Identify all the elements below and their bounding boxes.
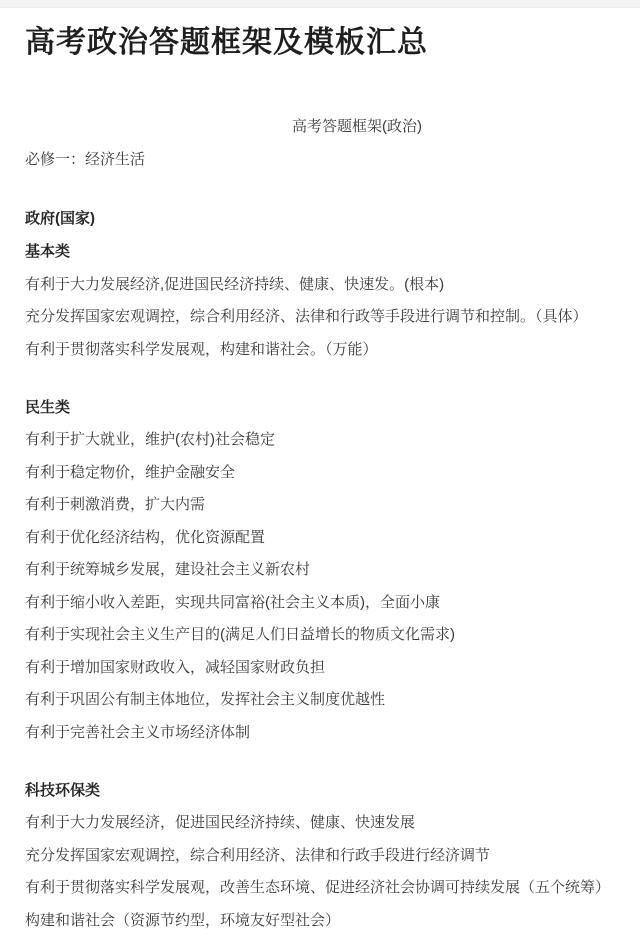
answer-line: 有利于完善社会主义市场经济体制	[25, 723, 251, 741]
answer-line: 有利于缩小收入差距，实现共同富裕(社会主义本质)，全面小康	[25, 593, 440, 611]
answer-line: 有利于实现社会主义生产目的(满足人们日益增长的物质文化需求)	[25, 626, 455, 643]
answer-line: 有利于增加国家财政收入，减轻国家财政负担	[25, 658, 326, 676]
answer-line: 有利于统筹城乡发展，建设社会主义新农村	[25, 561, 311, 578]
answer-line: 有利于优化经济结构，优化资源配置	[25, 528, 266, 546]
answer-line: 有利于稳定物价，维护金融安全	[25, 463, 236, 481]
category-heading: 政府(国家)	[25, 210, 95, 227]
answer-line: 有利于大力发展经济,促进国民经济持续、健康、快速发。(根本)	[25, 275, 445, 293]
group-heading-basic: 基本类	[25, 243, 71, 260]
answer-line: 构建和谐社会（资源节约型，环境友好型社会）	[25, 911, 341, 929]
group-heading-tech-environment: 科技环保类	[25, 781, 101, 799]
page-title: 高考政治答题框架及模板汇总	[25, 26, 428, 59]
answer-line: 有利于贯彻落实科学发展观，构建和谐社会。（万能）	[25, 340, 378, 358]
group-heading-livelihood: 民生类	[25, 398, 71, 416]
top-edge-strip	[0, 0, 640, 8]
answer-line: 充分发挥国家宏观调控，综合利用经济、法律和行政等手段进行调节和控制。（具体）	[25, 308, 588, 325]
document-body	[0, 23, 640, 931]
answer-line: 有利于大力发展经济，促进国民经济持续、健康、快速发展	[25, 814, 416, 831]
answer-line: 有利于刺激消费，扩大内需	[25, 496, 206, 513]
header-note: 高考答题框架(政治)	[292, 118, 422, 135]
answer-line: 有利于巩固公有制主体地位，发挥社会主义制度优越性	[25, 691, 386, 708]
answer-line: 充分发挥国家宏观调控，综合利用经济、法律和行政手段进行经济调节	[25, 846, 491, 864]
module-line: 必修一：经济生活	[25, 151, 146, 168]
answer-line: 有利于扩大就业，维护(农村)社会稳定	[25, 431, 275, 448]
answer-line: 有利于贯彻落实科学发展观，改善生态环境、促进经济社会协调可持续发展（五个统筹）	[25, 879, 611, 896]
